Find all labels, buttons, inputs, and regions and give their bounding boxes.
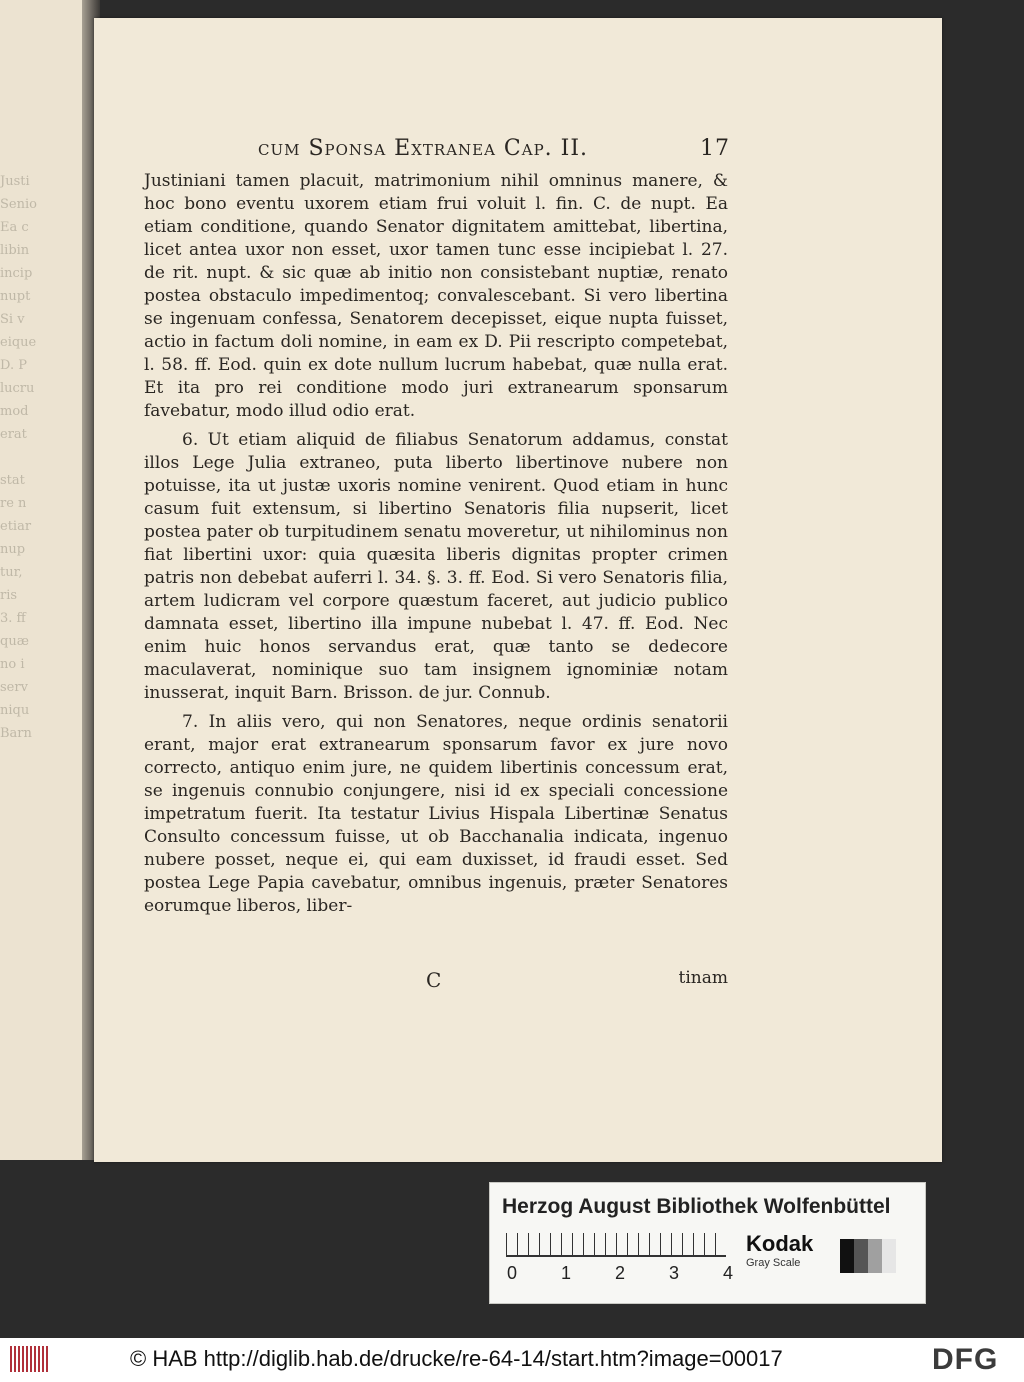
page-number: 17 xyxy=(700,136,730,161)
paragraph-2: 6. Ut etiam aliquid de filiabus Senatorum addamus, constat illos Lege Julia extraneo, puta liberto libertinove nubere non potuisse, ita ut justæ uxoris nomine venirent. Quod etiam in hunc casum fuit extensum, si libertino Senatoris filia nupserit, licet postea pater ob turpitudinem senatu moveretur, ut nihilominus non fiat libertini uxor: quia quæsita liberis dignitas propter crimen patris non debebat auferri l. 34. §. 3. ff. Eod. Si vero Senatoris filia, artem ludicram vel corpore quæstum faceret, aut judicio publico damnata esset, libertino illa impune nubebat l. 47. ff. Eod. Nec enim huic honos servandus erat, quæ tanto se dedecore maculaverat, nominique suo tam insignem ignominiæ notam inusserat, inquit Barn. Brisson. de jur. Connub. xyxy=(144,430,728,703)
footer-bar xyxy=(0,1338,1024,1382)
library-color-target xyxy=(489,1182,926,1304)
scale-ruler xyxy=(506,1233,726,1257)
gray-swatch xyxy=(882,1239,896,1273)
catchword: tinam xyxy=(678,968,728,988)
library-name: Herzog August Bibliothek Wolfenbüttel xyxy=(502,1195,891,1218)
barcode-icon xyxy=(10,1346,48,1372)
body-text xyxy=(144,170,728,918)
scale-number: 3 xyxy=(668,1263,679,1283)
gray-swatches xyxy=(840,1239,896,1273)
paragraph-3: 7. In aliis vero, qui non Senatores, neque ordinis senatorii erant, major erat extranearum sponsarum favor ex jure novo correcto, antiquo enim jure, ne quidem libertinis concessum erat, se ingenuis connubio conjungere, nisi id ex speciali concessione impetratum fuerit. Ita testatur Livius Hispala Libertinæ Senatus Consulto concessum fuisse, ut ob Bacchanalia indicata, ingenuo nubere posset, neque ei, qui eam duxisset, id fraudi esset. Sed postea Lege Papia cavebatur, omnibus ingenuis, præter Senatores eorumque liberos, liber- xyxy=(144,712,728,916)
signature-mark: C xyxy=(426,968,442,992)
scale-number: 1 xyxy=(560,1263,571,1283)
paragraph-1: Justiniani tamen placuit, matrimonium nihil omninus manere, & hoc bono eventu uxorem etiam frui voluit l. fin. C. de nupt. Ea etiam conditione, quando Senator dignitatem amittebat, libertina, licet antea uxor non esset, uxor tamen tunc esse incipiebat l. 27. de rit. nupt. & sic quæ ab initio non consistebant nuptiæ, renato postea obstaculo impedimentoq; convalescebant. Si vero libertina se ingenuam confessa, Senatorem decepisset, eique nupta fuisset, actio in factum doli nomine, in eam ex D. Pii rescripto competebat, l. 58. ff. Eod. quin ex dote nullum lucrum habebat, quæ nulla erat. Et ita pro rei conditione modo juri extranearum sponsarum favebatur, modo illud odio erat. xyxy=(144,171,728,421)
dfg-logo: DFG xyxy=(932,1343,999,1376)
facing-page-bleed-text: Justi Senio Ea c libin incip nupt Si v eique D. P lucru mod erat stat re n etiar nup tur, ris 3. ff quæ no i serv niqu Barn xyxy=(0,174,37,741)
running-title: cum Sponsa Extranea Cap. II. xyxy=(258,136,589,161)
scale-number: 2 xyxy=(614,1263,625,1283)
kodak-brand: Kodak xyxy=(746,1231,814,1256)
scale-number: 4 xyxy=(722,1263,733,1283)
source-credit[interactable]: © HAB http://diglib.hab.de/drucke/re-64-14/start.htm?image=00017 xyxy=(130,1346,783,1371)
scale-number: 0 xyxy=(506,1263,517,1283)
gray-swatch xyxy=(854,1239,868,1273)
gray-swatch xyxy=(868,1239,882,1273)
gray-swatch xyxy=(840,1239,854,1273)
book-page xyxy=(94,18,942,1162)
kodak-subtitle: Gray Scale xyxy=(746,1257,801,1269)
kodak-mark xyxy=(746,1231,813,1269)
facing-page-edge xyxy=(0,0,93,1160)
